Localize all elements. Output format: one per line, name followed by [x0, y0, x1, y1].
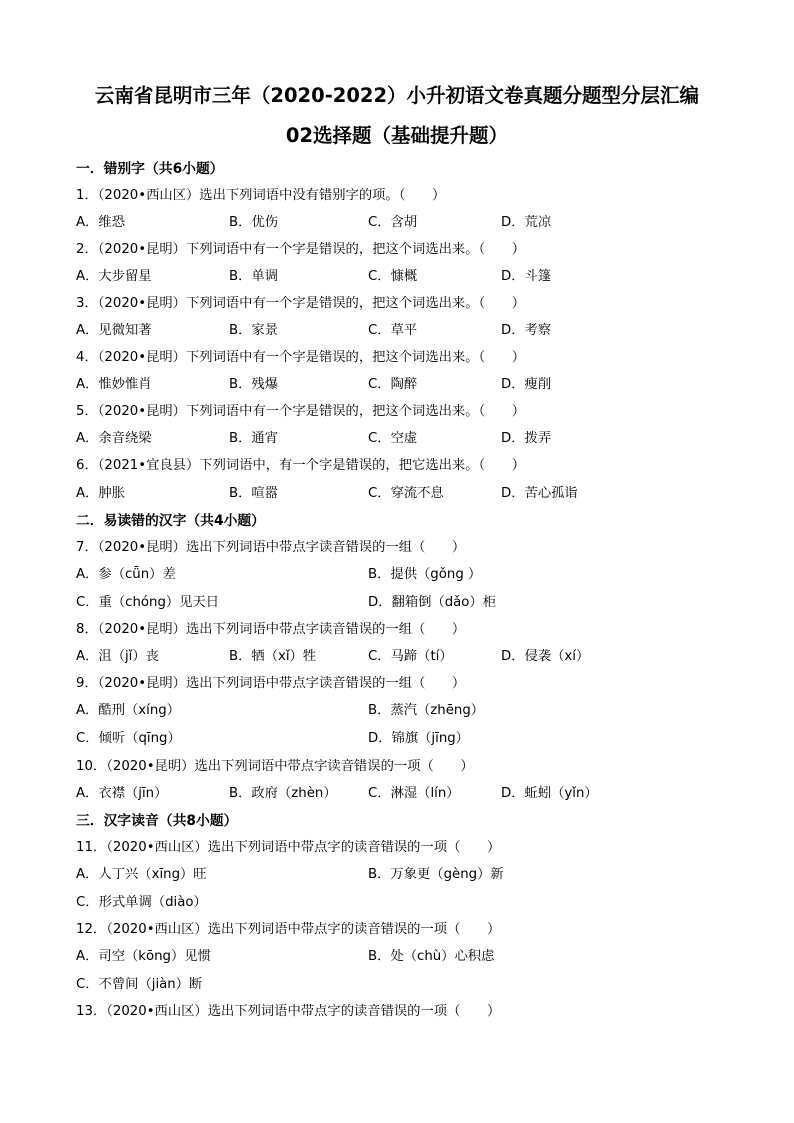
option-b[interactable]: B．喧嚣 — [229, 486, 279, 501]
option-b[interactable]: B．家景 — [229, 323, 279, 338]
option-d[interactable]: D．苦心孤诣 — [501, 486, 578, 501]
option-d[interactable]: D．翻箱倒（dǎo）柜 — [368, 595, 497, 610]
option-d[interactable]: D．锦旗（jīng） — [368, 731, 469, 746]
option-a[interactable]: A．见微知著 — [76, 323, 152, 338]
option-a[interactable]: A．肿胀 — [76, 486, 125, 501]
section-heading: 二．易读错的汉字（共4小题） — [76, 513, 265, 529]
option-a[interactable]: A．惟妙惟肖 — [76, 377, 152, 392]
question-stem: 7．（2020•昆明）选出下列词语中带点字读音错误的一组（ ） — [76, 540, 466, 555]
option-c[interactable]: C．含胡 — [368, 215, 418, 230]
option-a[interactable]: A．维恐 — [76, 215, 125, 230]
option-b[interactable]: B．残爆 — [229, 377, 279, 392]
option-d[interactable]: D．蚯蚓（yǐn） — [501, 786, 598, 801]
option-row — [76, 865, 726, 885]
option-row — [76, 647, 726, 667]
document-title: 云南省昆明市三年（2020-2022）小升初语文卷真题分题型分层汇编 — [94, 84, 700, 107]
option-b[interactable]: B．万象更（gèng）新 — [368, 867, 504, 882]
option-row — [76, 975, 726, 995]
option-a[interactable]: A．酷刑（xíng） — [76, 703, 181, 718]
option-a[interactable]: A．大步留星 — [76, 269, 152, 284]
option-a[interactable]: A．余音绕梁 — [76, 431, 152, 446]
option-c[interactable]: C．穿流不息 — [368, 486, 444, 501]
option-row — [76, 784, 726, 804]
option-a[interactable]: A．人丁兴（xīng）旺 — [76, 867, 207, 882]
option-b[interactable]: B．优伤 — [229, 215, 279, 230]
option-b[interactable]: B．提供（gǒng ） — [368, 567, 482, 582]
option-b[interactable]: B．处（chù）心积虑 — [368, 949, 495, 964]
option-b[interactable]: B．政府（zhèn） — [229, 786, 337, 801]
option-row — [76, 565, 726, 585]
question-stem: 4．（2020•昆明）下列词语中有一个字是错误的，把这个词选出来。（ ） — [76, 350, 526, 365]
option-d[interactable]: D．荒凉 — [501, 215, 552, 230]
option-row — [76, 484, 726, 504]
option-c[interactable]: C．不曾间（jiàn）断 — [76, 977, 203, 992]
option-d[interactable]: D．斗篷 — [501, 269, 552, 284]
option-c[interactable]: C．重（chóng）见天日 — [76, 595, 220, 610]
option-b[interactable]: B．单调 — [229, 269, 279, 284]
question-stem: 8．（2020•昆明）选出下列词语中带点字读音错误的一组（ ） — [76, 622, 466, 637]
question-stem: 3．（2020•昆明）下列词语中有一个字是错误的，把这个词选出来。（ ） — [76, 296, 526, 311]
option-row — [76, 429, 726, 449]
question-stem: 13．（2020•西山区）选出下列词语中带点字的读音错误的一项（ ） — [76, 1004, 501, 1019]
option-b[interactable]: B．牺（xǐ）牲 — [229, 649, 317, 664]
question-stem: 6．（2021•宜良县）下列词语中，有一个字是错误的，把它选出来。（ ） — [76, 458, 526, 473]
option-row — [76, 213, 726, 233]
question-stem: 5．（2020•昆明）下列词语中有一个字是错误的，把这个词选出来。（ ） — [76, 404, 526, 419]
option-d[interactable]: D．考察 — [501, 323, 552, 338]
option-c[interactable]: C．形式单调（diào） — [76, 895, 207, 910]
option-d[interactable]: D．侵袭（xí） — [501, 649, 590, 664]
option-c[interactable]: C．淋湿（lín） — [368, 786, 460, 801]
option-c[interactable]: C．马蹄（tí） — [368, 649, 453, 664]
option-row — [76, 321, 726, 341]
option-d[interactable]: D．瘦削 — [501, 377, 552, 392]
question-stem: 1．（2020•西山区）选出下列词语中没有错别字的项。（ ） — [76, 188, 446, 203]
option-row — [76, 729, 726, 749]
question-stem: 11．（2020•西山区）选出下列词语中带点字的读音错误的一项（ ） — [76, 840, 501, 855]
option-d[interactable]: D．拨弄 — [501, 431, 552, 446]
option-b[interactable]: B．通宵 — [229, 431, 279, 446]
option-row — [76, 893, 726, 913]
option-c[interactable]: C．草平 — [368, 323, 418, 338]
question-stem: 12．（2020•西山区）选出下列词语中带点字的读音错误的一项（ ） — [76, 922, 501, 937]
question-stem: 9．（2020•昆明）选出下列词语中带点字读音错误的一组（ ） — [76, 676, 466, 691]
document-subtitle: 02选择题（基础提升题） — [285, 124, 509, 147]
option-a[interactable]: A．沮（jǐ）丧 — [76, 649, 159, 664]
question-stem: 10．（2020•昆明）选出下列词语中带点字读音错误的一项（ ） — [76, 759, 474, 774]
option-row — [76, 375, 726, 395]
question-stem: 2．（2020•昆明）下列词语中有一个字是错误的，把这个词选出来。（ ） — [76, 242, 526, 257]
option-a[interactable]: A．衣襟（jīn） — [76, 786, 168, 801]
option-row — [76, 593, 726, 613]
option-row — [76, 701, 726, 721]
option-c[interactable]: C．空虚 — [368, 431, 418, 446]
option-c[interactable]: C．倾听（qīng） — [76, 731, 181, 746]
option-c[interactable]: C．陶醉 — [368, 377, 418, 392]
option-row — [76, 947, 726, 967]
option-c[interactable]: C．慷概 — [368, 269, 418, 284]
section-heading: 三．汉字读音（共8小题） — [76, 813, 238, 829]
section-heading: 一．错别字（共6小题） — [76, 161, 224, 177]
option-b[interactable]: B．蒸汽（zhēng） — [368, 703, 485, 718]
option-a[interactable]: A．司空（kōng）见惯 — [76, 949, 211, 964]
option-row — [76, 267, 726, 287]
option-a[interactable]: A．参（cǖn）差 — [76, 567, 176, 582]
